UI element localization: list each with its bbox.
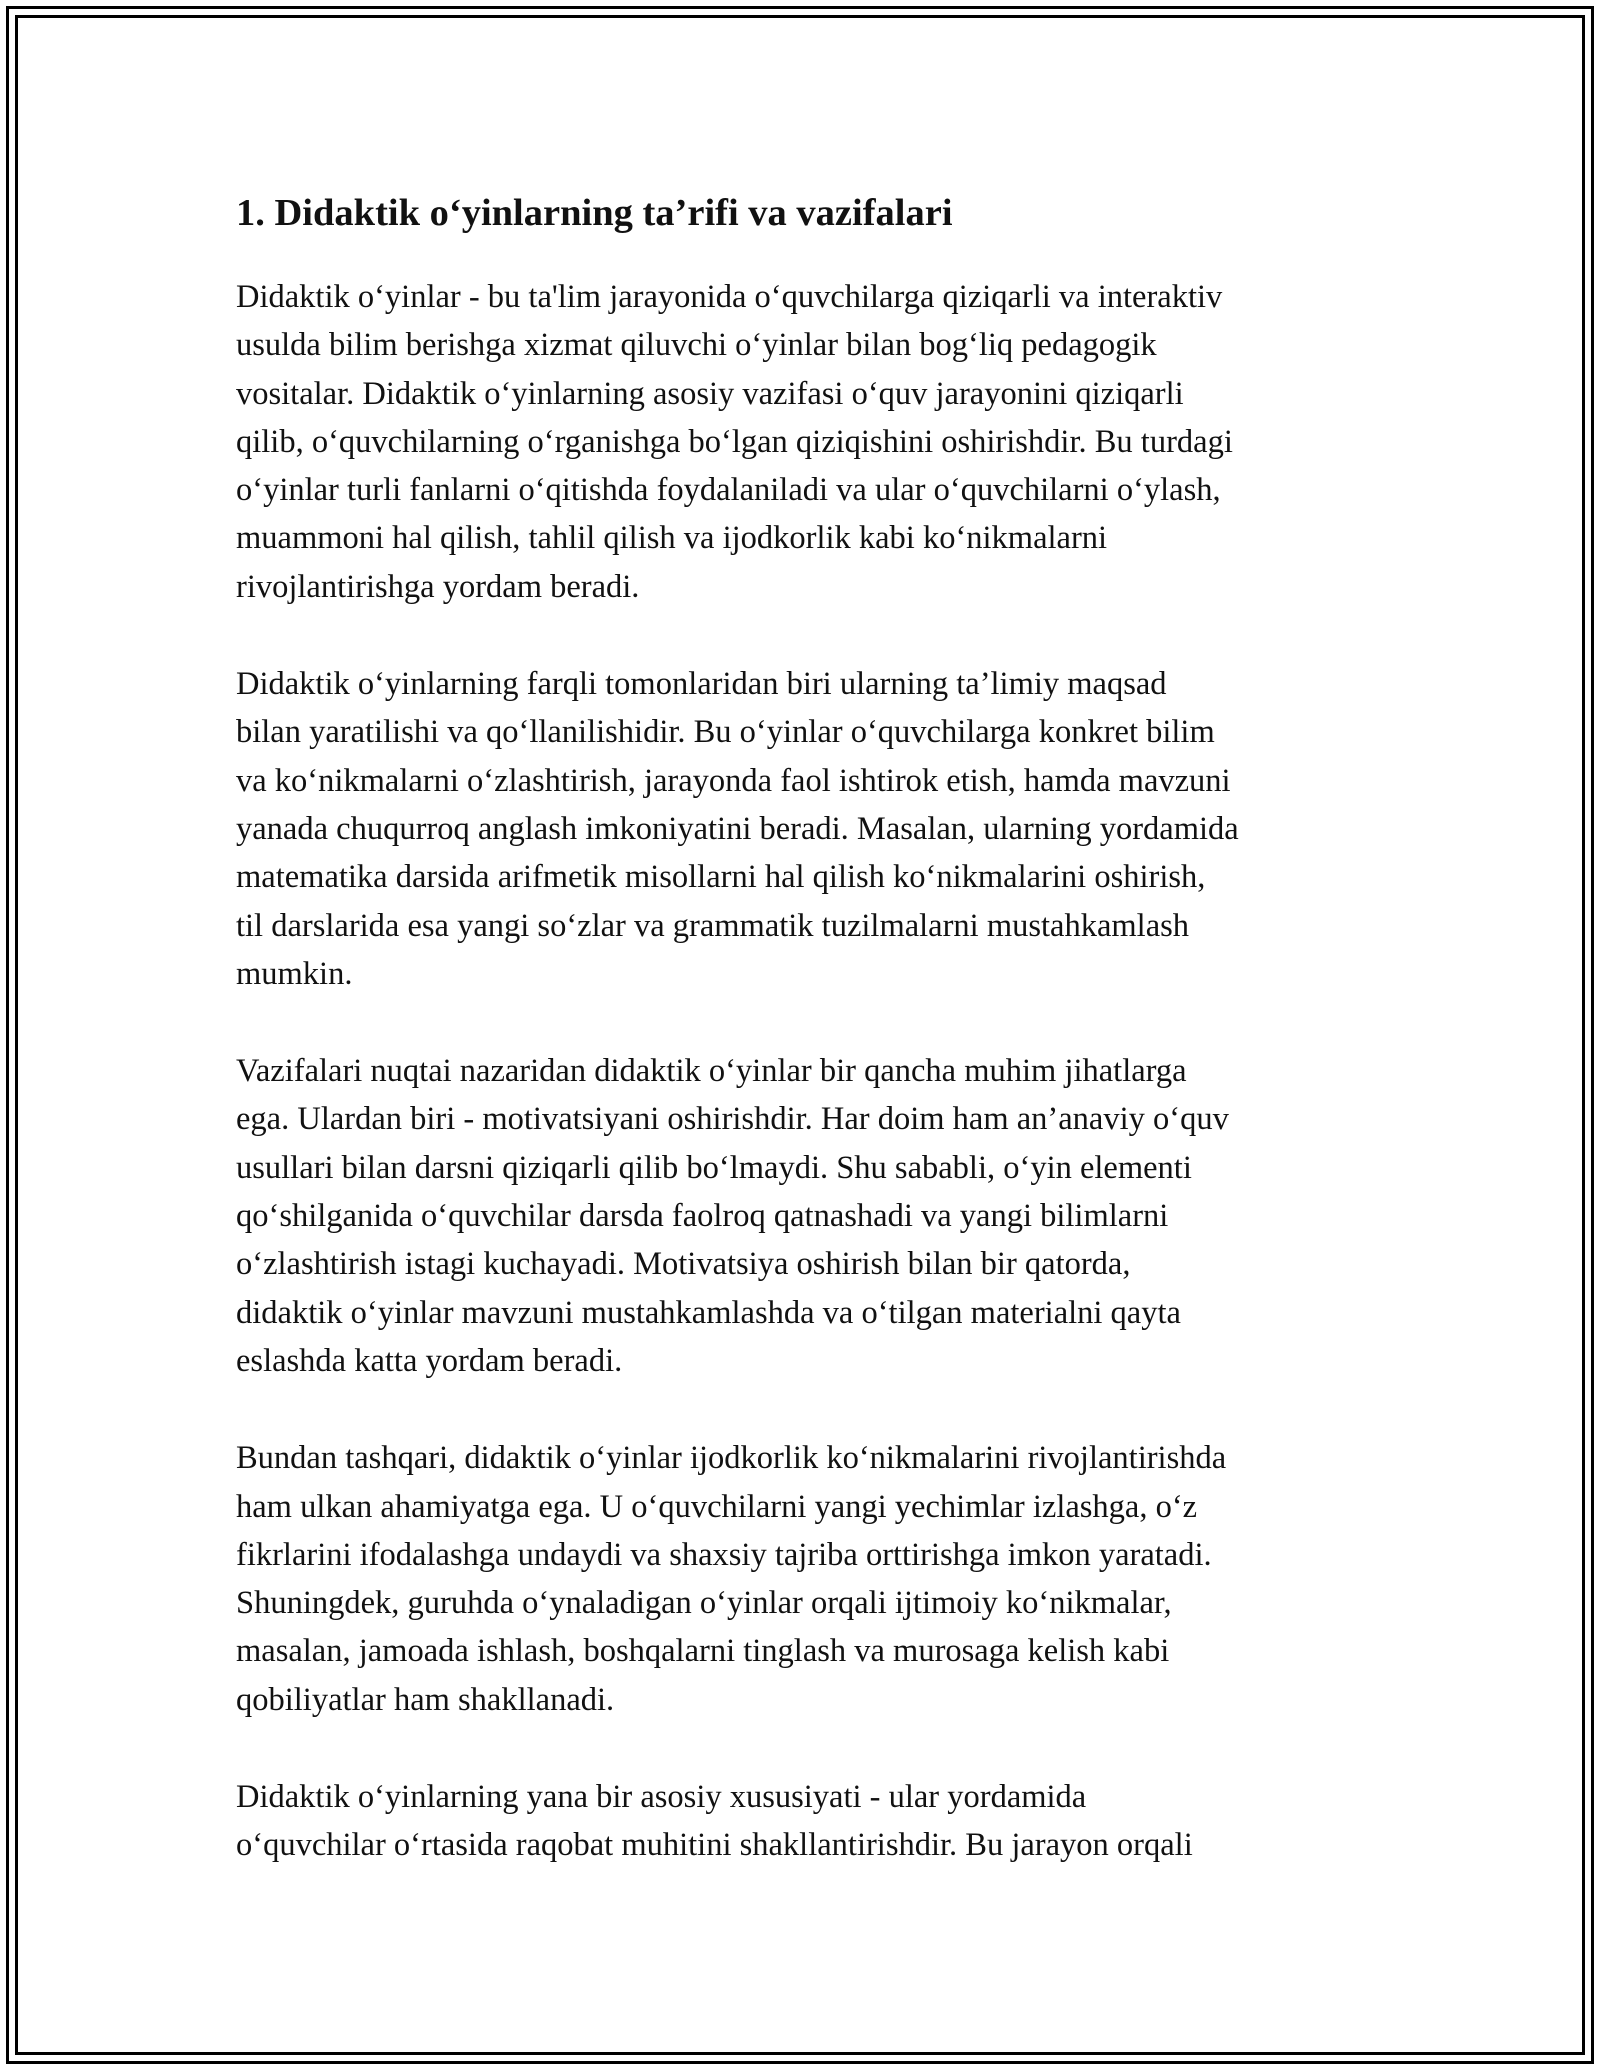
text-line: bilan yaratilishi va qo‘llanilishidir. Bu o‘yinlar o‘quvchilarga konkret bilim (236, 714, 1215, 751)
section-heading: 1. Didaktik o‘yinlarning ta’rifi va vazifalari (236, 192, 953, 234)
text-line: o‘yinlar turli fanlarni o‘qitishda foydalaniladi va ular o‘quvchilarni o‘ylash, (236, 472, 1221, 509)
text-line: qilib, o‘quvchilarning o‘rganishga bo‘lgan qiziqishini oshirishdir. Bu turdagi (236, 423, 1233, 460)
text-line: rivojlantirishga yordam beradi. (236, 568, 640, 605)
paragraph-list (236, 273, 1376, 1870)
text-line: Shuningdek, guruhda o‘ynaladigan o‘yinlar orqali ijtimoiy ko‘nikmalar, (236, 1585, 1172, 1622)
text-line: va ko‘nikmalarni o‘zlashtirish, jarayonda faol ishtirok etish, hamda mavzuni (236, 762, 1231, 799)
text-line: muammoni hal qilish, tahlil qilish va ijodkorlik kabi ko‘nikmalarni (236, 520, 1108, 557)
text-line: fikrlarini ifodalashga undaydi va shaxsiy tajriba orttirishga imkon yaratadi. (236, 1536, 1212, 1573)
text-line: ega. Ulardan biri - motivatsiyani oshirishdir. Har doim ham an’anaviy o‘quv (236, 1101, 1229, 1138)
text-line: Bundan tashqari, didaktik o‘yinlar ijodkorlik ko‘nikmalarini rivojlantirishda (236, 1440, 1227, 1477)
text-line: vositalar. Didaktik o‘yinlarning asosiy vazifasi o‘quv jarayonini qiziqarli (236, 375, 1184, 412)
paragraph (236, 1773, 1376, 1870)
text-line: Didaktik o‘yinlar - bu ta'lim jarayonida o‘quvchilarga qiziqarli va interaktiv (236, 279, 1223, 315)
text-line: mumkin. (236, 955, 353, 992)
text-line: qobiliyatlar ham shakllanadi. (236, 1681, 615, 1718)
text-line: o‘quvchilar o‘rtasida raqobat muhitini shakllantirishdir. Bu jarayon orqali (236, 1827, 1193, 1864)
text-line: matematika darsida arifmetik misollarni hal qilish ko‘nikmalarini oshirish, (236, 859, 1206, 896)
text-line: Vazifalari nuqtai nazaridan didaktik o‘yinlar bir qancha muhim jihatlarga (236, 1053, 1187, 1090)
paragraph (236, 1047, 1376, 1385)
text-line: yanada chuqurroq anglash imkoniyatini beradi. Masalan, ularning yordamida (236, 810, 1239, 847)
text-line: usulda bilim berishga xizmat qiluvchi o‘yinlar bilan bog‘liq pedagogik (236, 327, 1157, 364)
paragraph (236, 273, 1376, 611)
text-line: eslashda katta yordam beradi. (236, 1342, 623, 1379)
text-line: til darslarida esa yangi so‘zlar va grammatik tuzilmalarni mustahkamlash (236, 907, 1190, 944)
document-body (236, 183, 1376, 1919)
text-line: usullari bilan darsni qiziqarli qilib bo‘lmaydi. Shu sababli, o‘yin elementi (236, 1149, 1192, 1186)
text-line: Didaktik o‘yinlarning yana bir asosiy xususiyati - ular yordamida (236, 1779, 1087, 1816)
text-line: masalan, jamoada ishlash, boshqalarni tinglash va murosaga kelish kabi (236, 1633, 1170, 1670)
paragraph (236, 1434, 1376, 1724)
text-line: o‘zlashtirish istagi kuchayadi. Motivatsiya oshirish bilan bir qatorda, (236, 1246, 1131, 1283)
text-line: ham ulkan ahamiyatga ega. U o‘quvchilarni yangi yechimlar izlashga, o‘z (236, 1488, 1198, 1525)
text-line: Didaktik o‘yinlarning farqli tomonlaridan biri ularning ta’limiy maqsad (236, 666, 1167, 703)
paragraph (236, 660, 1376, 998)
text-line: didaktik o‘yinlar mavzuni mustahkamlashda va o‘tilgan materialni qayta (236, 1294, 1181, 1331)
text-line: qo‘shilganida o‘quvchilar darsda faolroq qatnashadi va yangi bilimlarni (236, 1198, 1169, 1235)
